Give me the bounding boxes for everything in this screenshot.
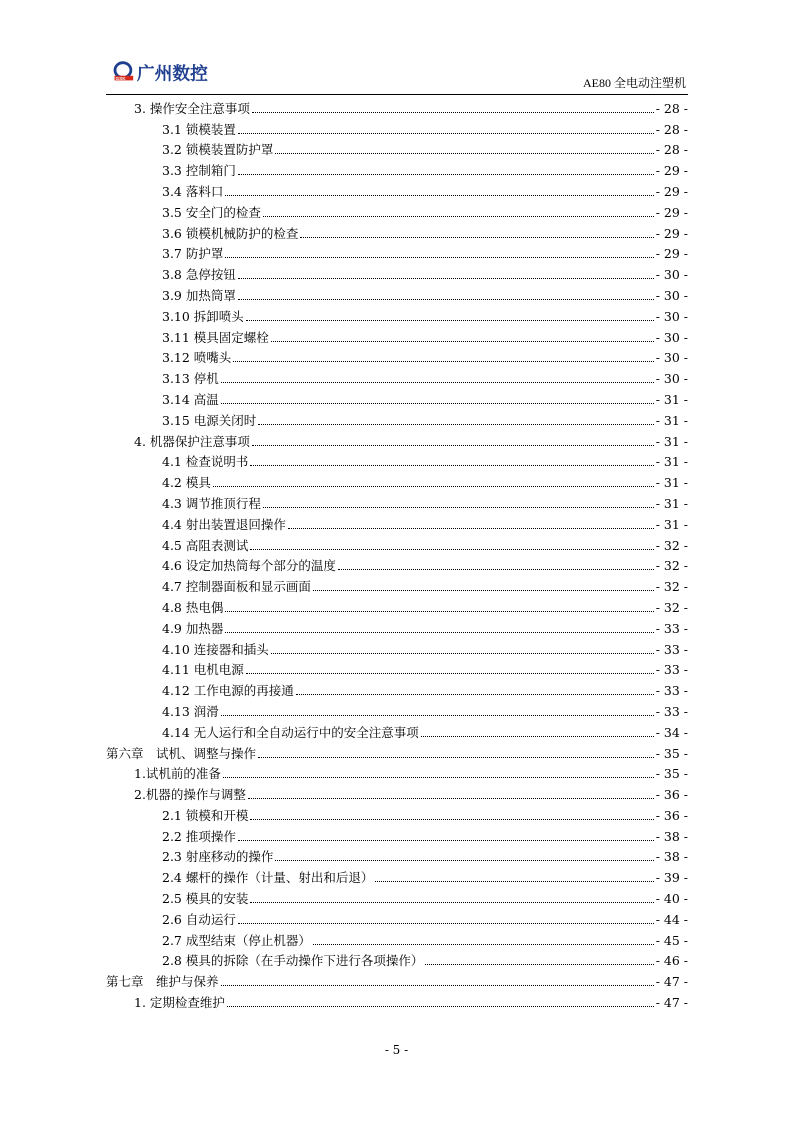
toc-entry-page: - 29 - [655,163,688,179]
toc-entry[interactable] [106,282,688,303]
toc-entry-page: - 30 - [655,371,688,387]
toc-entry-title: 4.14 无人运行和全自动运行中的安全注意事项 [162,724,419,740]
logo-text: 广州数控 [136,64,208,85]
toc-entry-page: - 45 - [655,932,688,948]
toc-entry-title: 3.7 防护罩 [162,246,224,262]
toc-dot-leader [238,174,654,175]
toc-entry[interactable] [106,407,688,428]
toc-entry-title: 4.10 连接器和插头 [162,641,269,657]
toc-entry[interactable] [106,345,688,366]
toc-dot-leader [252,112,654,113]
toc-entry-title: 3.2 锁模装置防护罩 [162,142,274,158]
table-of-contents [106,95,688,1010]
toc-entry[interactable] [106,573,688,594]
toc-entry[interactable] [106,553,688,574]
toc-entry-title: 1. 定期检查维护 [134,995,225,1011]
toc-dot-leader [252,445,654,446]
toc-entry[interactable] [106,428,688,449]
toc-entry[interactable] [106,906,688,927]
toc-dot-leader [246,320,654,321]
toc-entry[interactable] [106,948,688,969]
toc-dot-leader [248,798,654,799]
toc-entry-title: 4.6 设定加热筒每个部分的温度 [162,558,336,574]
toc-entry-page: - 32 - [655,579,688,595]
toc-entry-title: 2.机器的操作与调整 [134,787,246,803]
toc-entry-page: - 28 - [655,121,688,137]
toc-entry-page: - 30 - [655,329,688,345]
toc-entry[interactable] [106,511,688,532]
toc-dot-leader [258,757,654,758]
toc-entry-page: - 38 - [655,849,688,865]
toc-entry[interactable] [106,220,688,241]
toc-dot-leader [225,257,653,258]
toc-dot-leader [233,361,653,362]
toc-entry[interactable] [106,864,688,885]
toc-entry[interactable] [106,781,688,802]
toc-dot-leader [221,985,654,986]
toc-entry[interactable] [106,365,688,386]
toc-entry-title: 3.14 高温 [162,391,219,407]
toc-entry-page: - 33 - [655,683,688,699]
toc-dot-leader [223,777,654,778]
toc-entry-title: 3.4 落料口 [162,183,224,199]
toc-entry[interactable] [106,137,688,158]
toc-dot-leader [296,694,654,695]
toc-entry-page: - 35 - [655,766,688,782]
toc-dot-leader [275,860,653,861]
toc-entry-title: 4.7 控制器面板和显示画面 [162,579,311,595]
toc-dot-leader [221,403,654,404]
toc-entry-title: 2.6 自动运行 [162,911,236,927]
toc-entry-title: 4.2 模具 [162,475,211,491]
toc-entry-title: 4. 机器保护注意事项 [134,433,250,449]
toc-entry-title: 3. 操作安全注意事项 [134,100,250,116]
toc-entry[interactable] [106,199,688,220]
toc-entry[interactable] [106,178,688,199]
toc-entry[interactable] [106,740,688,761]
toc-entry-title: 2.4 螺杆的操作（计量、射出和后退） [162,870,374,886]
toc-entry-title: 2.8 模具的拆除（在手动操作下进行各项操作） [162,953,424,969]
toc-dot-leader [250,549,653,550]
toc-entry-title: 4.5 高阻表测试 [162,537,249,553]
toc-dot-leader [246,673,654,674]
toc-entry-page: - 46 - [655,953,688,969]
toc-entry-page: - 30 - [655,350,688,366]
toc-dot-leader [313,590,654,591]
toc-entry-title: 4.8 热电偶 [162,599,224,615]
toc-dot-leader [425,964,653,965]
toc-entry-page: - 36 - [655,787,688,803]
toc-entry[interactable] [106,615,688,636]
toc-entry[interactable] [106,303,688,324]
toc-entry[interactable] [106,989,688,1010]
toc-entry[interactable] [106,490,688,511]
toc-entry-page: - 31 - [655,412,688,428]
toc-entry-title: 4.1 检查说明书 [162,454,249,470]
company-logo [108,58,248,86]
toc-entry-page: - 31 - [655,516,688,532]
toc-entry-page: - 39 - [655,870,688,886]
toc-entry[interactable] [106,677,688,698]
toc-entry-title: 3.12 喷嘴头 [162,350,232,366]
toc-entry-page: - 32 - [655,599,688,615]
toc-dot-leader [271,341,654,342]
toc-entry-page: - 31 - [655,454,688,470]
toc-entry-title: 3.9 加热筒罩 [162,287,236,303]
toc-entry[interactable] [106,636,688,657]
toc-entry[interactable] [106,532,688,553]
toc-entry-title: 4.4 射出装置退回操作 [162,516,286,532]
toc-dot-leader [421,736,654,737]
page-number: - 5 - [384,1043,409,1057]
toc-entry-page: - 38 - [655,828,688,844]
toc-entry[interactable] [106,386,688,407]
toc-entry-page: - 32 - [655,537,688,553]
toc-entry-page: - 33 - [655,620,688,636]
toc-entry[interactable] [106,469,688,490]
toc-entry-page: - 28 - [655,100,688,116]
toc-entry-page: - 35 - [655,745,688,761]
toc-entry-title: 3.15 电源关闭时 [162,412,257,428]
toc-dot-leader [250,819,653,820]
toc-entry-title: 2.5 模具的安装 [162,891,249,907]
toc-entry-page: - 31 - [655,475,688,491]
toc-dot-leader [227,1006,654,1007]
toc-entry-title: 3.10 拆卸喷头 [162,308,244,324]
toc-entry-page: - 31 - [655,391,688,407]
toc-entry-title: 3.5 安全门的检查 [162,204,261,220]
toc-entry-page: - 36 - [655,807,688,823]
toc-dot-leader [375,881,653,882]
toc-dot-leader [263,507,654,508]
toc-entry-page: - 30 - [655,267,688,283]
toc-entry-title: 4.11 电机电源 [162,662,244,678]
toc-entry-page: - 32 - [655,558,688,574]
toc-entry-page: - 47 - [655,974,688,990]
toc-entry-title: 4.3 调节推顶行程 [162,495,261,511]
toc-entry-title: 1.试机前的准备 [134,766,221,782]
toc-entry-page: - 33 - [655,641,688,657]
toc-entry[interactable] [106,761,688,782]
toc-entry[interactable] [106,885,688,906]
toc-entry-page: - 28 - [655,142,688,158]
toc-entry-title: 2.7 成型结束（停止机器） [162,932,311,948]
toc-entry-title: 第七章 维护与保养 [106,974,219,990]
toc-dot-leader [275,153,653,154]
toc-dot-leader [258,424,653,425]
toc-entry[interactable] [106,927,688,948]
toc-dot-leader [338,569,654,570]
toc-entry-title: 2.1 锁模和开模 [162,807,249,823]
toc-entry-title: 4.12 工作电源的再接通 [162,683,294,699]
toc-entry[interactable] [106,241,688,262]
toc-dot-leader [250,902,653,903]
toc-dot-leader [213,486,654,487]
toc-entry-page: - 33 - [655,703,688,719]
toc-dot-leader [225,632,653,633]
toc-entry-title: 3.3 控制箱门 [162,163,236,179]
toc-entry[interactable] [106,116,688,137]
toc-entry-page: - 44 - [655,911,688,927]
toc-entry-page: - 29 - [655,246,688,262]
toc-entry-page: - 29 - [655,183,688,199]
toc-entry[interactable] [106,157,688,178]
toc-dot-leader [288,528,654,529]
toc-entry[interactable] [106,844,688,865]
toc-entry-page: - 30 - [655,308,688,324]
toc-entry[interactable] [106,823,688,844]
toc-entry-page: - 30 - [655,287,688,303]
toc-entry-title: 2.2 推项操作 [162,828,236,844]
toc-entry-title: 3.13 停机 [162,371,219,387]
page-header [106,58,688,95]
toc-entry-page: - 33 - [655,662,688,678]
toc-entry-page: - 31 - [655,433,688,449]
toc-entry-page: - 29 - [655,204,688,220]
toc-entry[interactable] [106,802,688,823]
toc-dot-leader [238,133,654,134]
toc-dot-leader [250,465,653,466]
document-title: AE80 全电动注塑机 [583,76,686,90]
toc-entry[interactable] [106,449,688,470]
toc-entry-title: 3.6 锁模机械防护的检查 [162,225,299,241]
toc-entry[interactable] [106,261,688,282]
toc-entry[interactable] [106,324,688,345]
toc-dot-leader [221,382,654,383]
toc-entry-page: - 29 - [655,225,688,241]
logo-mark: GSK [115,75,126,81]
toc-dot-leader [225,611,653,612]
toc-entry[interactable] [106,968,688,989]
toc-entry-title: 2.3 射座移动的操作 [162,849,274,865]
toc-entry-page: - 47 - [655,995,688,1011]
toc-entry[interactable] [106,657,688,678]
toc-entry-title: 3.8 急停按钮 [162,267,236,283]
toc-dot-leader [313,944,654,945]
toc-dot-leader [238,278,654,279]
toc-entry-title: 第六章 试机、调整与操作 [106,745,257,761]
toc-entry[interactable] [106,698,688,719]
toc-entry[interactable] [106,719,688,740]
toc-dot-leader [238,299,654,300]
toc-entry[interactable] [106,594,688,615]
toc-entry[interactable] [106,95,688,116]
toc-entry-title: 3.11 模具固定螺栓 [162,329,269,345]
toc-entry-title: 4.9 加热器 [162,620,224,636]
toc-entry-page: - 40 - [655,891,688,907]
toc-entry-page: - 31 - [655,495,688,511]
toc-dot-leader [238,923,654,924]
toc-dot-leader [271,653,654,654]
toc-dot-leader [238,840,654,841]
toc-entry-page: - 34 - [655,724,688,740]
toc-entry-title: 4.13 润滑 [162,703,219,719]
toc-dot-leader [300,237,653,238]
toc-dot-leader [263,216,654,217]
toc-dot-leader [221,715,654,716]
toc-entry-title: 3.1 锁模装置 [162,121,236,137]
toc-dot-leader [225,195,653,196]
